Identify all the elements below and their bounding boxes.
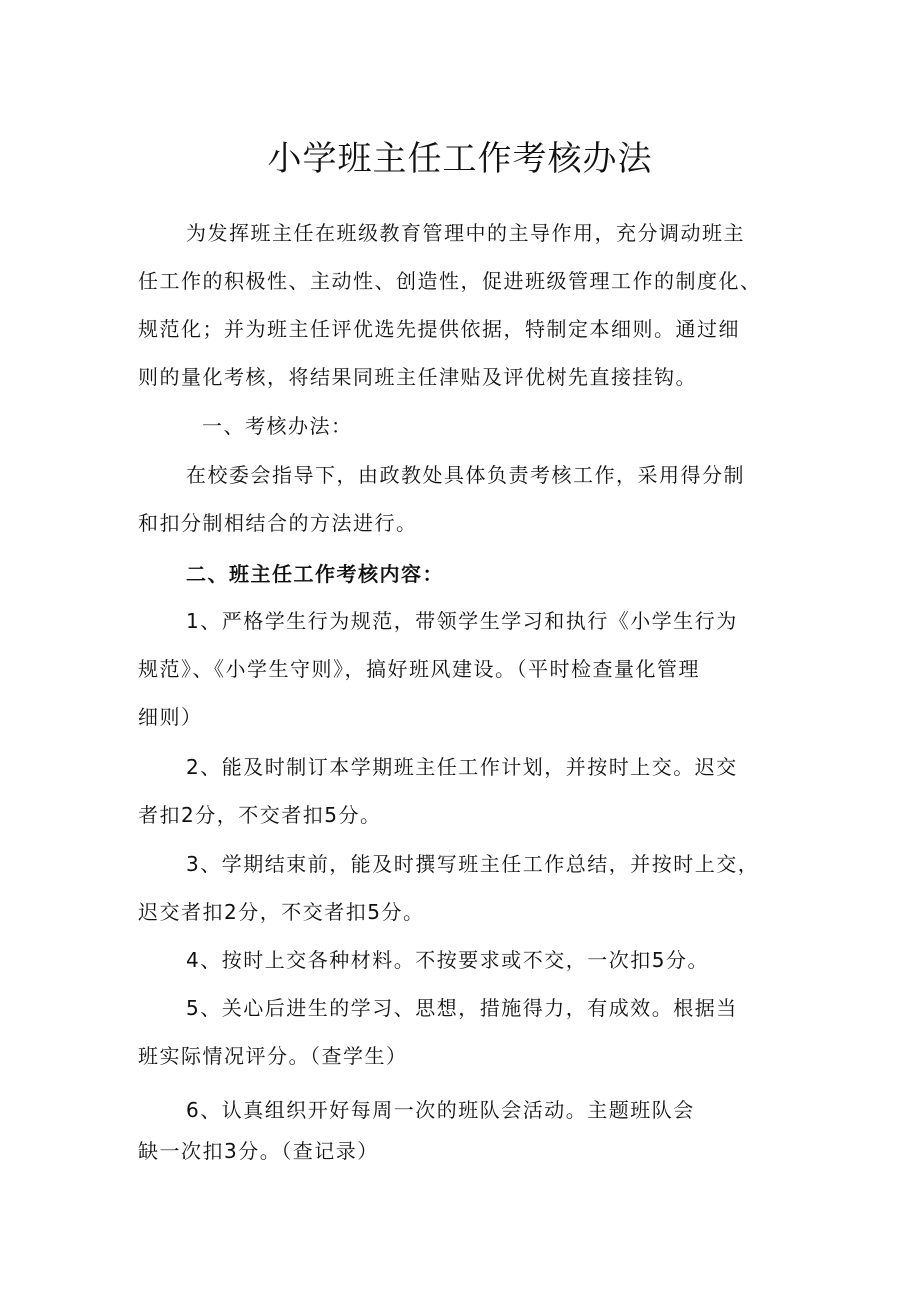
intro-line-2: 任工作的积极性、主动性、创造性，促进班级管理工作的制度化、 (138, 269, 762, 293)
item-6-line-1: 6、认真组织开好每周一次的班队会活动。主题班队会 (186, 1098, 695, 1122)
section-2-heading: 二、班主任工作考核内容： (186, 562, 444, 586)
item-1-line-3: 细则） (138, 705, 203, 729)
intro-line-3: 规范化；并为班主任评优选先提供依据，特制定本细则。通过细 (138, 317, 740, 341)
item-3-line-2: 迟交者扣2分，不交者扣5分。 (138, 900, 425, 924)
item-1-line-2: 规范》、《小学生守则》，搞好班风建设。（平时检查量化管理 (138, 657, 700, 681)
item-3-line-1: 3、学期结束前，能及时撰写班主任工作总结，并按时上交， (186, 852, 760, 876)
section-1-line-1: 在校委会指导下，由政教处具体负责考核工作，采用得分制 (186, 463, 745, 487)
item-6-line-2: 缺一次扣3分。（查记录） (138, 1139, 379, 1163)
item-4-line-1: 4、按时上交各种材料。不按要求或不交，一次扣5分。 (186, 948, 709, 972)
intro-line-1: 为发挥班主任在班级教育管理中的主导作用，充分调动班主 (186, 221, 745, 245)
item-5-line-1: 5、关心后进生的学习、思想，措施得力，有成效。根据当 (186, 996, 738, 1020)
item-5-line-2: 班实际情况评分。（查学生） (138, 1044, 408, 1068)
document-title: 小学班主任工作考核办法 (267, 139, 653, 179)
item-2-line-2: 者扣2分，不交者扣5分。 (138, 803, 382, 827)
section-1-line-2: 和扣分制相结合的方法进行。 (138, 511, 418, 535)
intro-line-4: 则的量化考核，将结果同班主任津贴及评优树先直接挂钩。 (138, 365, 697, 389)
item-2-line-1: 2、能及时制订本学期班主任工作计划，并按时上交。迟交 (186, 755, 738, 779)
section-1-heading: 一、考核办法： (202, 414, 353, 438)
item-1-line-1: 1、严格学生行为规范，带领学生学习和执行《小学生行为 (186, 609, 738, 633)
